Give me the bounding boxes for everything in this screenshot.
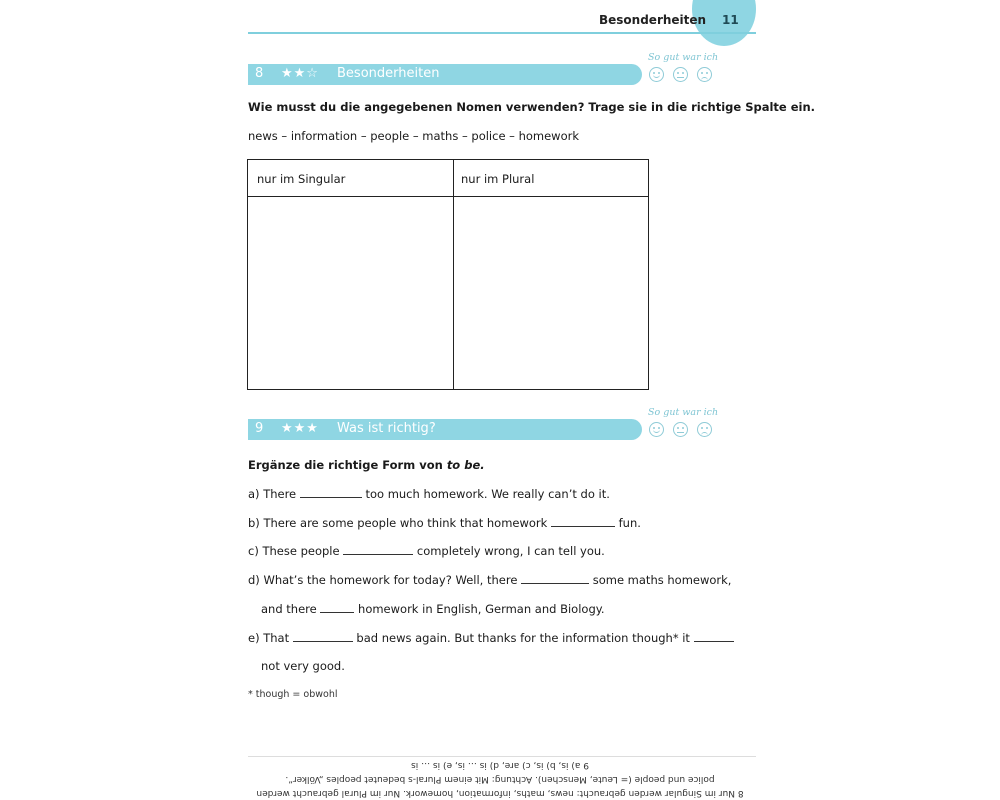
word-list: news – information – people – maths – police – homework (248, 129, 580, 143)
difficulty-stars: ★★★ (281, 421, 319, 436)
happy-face-icon[interactable] (649, 422, 664, 437)
column-header-plural: nur im Plural (461, 172, 535, 186)
answer-blank-e1[interactable] (293, 631, 353, 642)
item-a (248, 487, 610, 501)
neutral-face-icon[interactable] (673, 422, 688, 437)
answer-key-line-2: police und people (= Leute, Menschen). Achtung: Mit einem Plural-s bedeutet peoples „Völker“. (285, 774, 715, 784)
exercise-9-banner (248, 419, 642, 440)
page-number: 11 (722, 13, 739, 27)
item-e (248, 631, 734, 645)
header-divider (248, 196, 648, 197)
exercise-8-instruction: Wie musst du die angegebenen Nomen verwenden? Trage sie in die richtige Spalte ein. (248, 100, 816, 114)
instruction-text: Ergänze die richtige Form von (248, 458, 447, 472)
answer-blank-d1[interactable] (521, 573, 589, 584)
sad-face-icon[interactable] (697, 422, 712, 437)
item-d (248, 573, 731, 587)
difficulty-stars: ★★☆ (281, 66, 319, 81)
exercise-title: Besonderheiten (337, 66, 440, 81)
answer-blank-c[interactable] (343, 544, 413, 555)
item-b-text: b) There are some people who think that homework (248, 516, 548, 530)
item-d-continued (261, 602, 605, 616)
column-divider (453, 160, 454, 389)
item-b-text-end: fun. (618, 516, 641, 530)
header-rule (248, 32, 756, 34)
neutral-face-icon[interactable] (673, 67, 688, 82)
item-c-text-end: completely wrong, I can tell you. (416, 544, 605, 558)
column-header-singular: nur im Singular (257, 172, 346, 186)
answer-blank-d2[interactable] (320, 602, 354, 613)
sorting-table (247, 159, 649, 390)
running-header: Besonderheiten (599, 13, 707, 27)
answer-key-line-1: 8 Nur im Singular werden gebraucht: news, maths, information, homework. Nur im Plural gebraucht werden (256, 788, 744, 798)
answer-key-rule (248, 756, 756, 757)
exercise-9-instruction (248, 458, 485, 472)
item-e-text: e) That (248, 631, 290, 645)
item-d-text-end: some maths homework, (592, 573, 732, 587)
answer-blank-e2[interactable] (694, 631, 734, 642)
self-rating-label: So gut war ich (648, 407, 719, 418)
instruction-emphasis: to be. (446, 458, 485, 472)
answer-blank-b[interactable] (551, 516, 615, 527)
item-d2-text: and there (261, 602, 317, 616)
self-rating-label: So gut war ich (648, 52, 719, 63)
exercise-number: 8 (255, 66, 264, 81)
exercise-title: Was ist richtig? (337, 421, 436, 436)
answer-blank-a[interactable] (300, 487, 362, 498)
item-d2-text-end: homework in English, German and Biology. (358, 602, 605, 616)
exercise-number: 9 (255, 421, 264, 436)
item-b (248, 516, 641, 530)
item-a-text-end: too much homework. We really can’t do it. (365, 487, 610, 501)
item-a-text: a) There (248, 487, 297, 501)
item-e-text-mid: bad news again. But thanks for the information though* it (356, 631, 690, 645)
item-e-continued: not very good. (261, 659, 345, 673)
exercise-8-banner (248, 64, 642, 85)
item-c (248, 544, 605, 558)
footnote: * though = obwohl (248, 689, 338, 700)
item-c-text: c) These people (248, 544, 340, 558)
item-d-text: d) What’s the homework for today? Well, there (248, 573, 518, 587)
happy-face-icon[interactable] (649, 67, 664, 82)
sad-face-icon[interactable] (697, 67, 712, 82)
answer-key-line-3: 9 a) is, b) is, c) are, d) is … is, e) is … is (411, 760, 589, 770)
